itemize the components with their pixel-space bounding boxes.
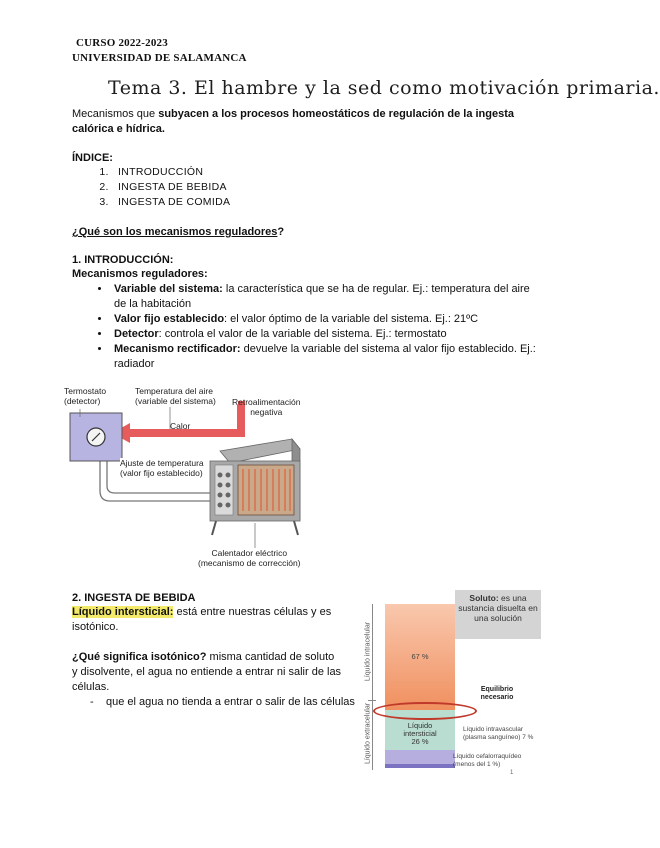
interstitial-text: está entre nuestras células y es isotónico. (72, 606, 332, 633)
intro-paragraph (72, 107, 532, 137)
cerebrospinal-segment (385, 764, 455, 768)
heater-top (220, 439, 300, 463)
thermostat-diagram (60, 383, 350, 573)
index-heading: ÍNDICE: (72, 152, 113, 164)
solute-callout: Soluto: es una sustancia disuelta en una solución (455, 590, 541, 639)
course-label: CURSO 2022-2023 (76, 37, 168, 49)
section1-subheading: Mecanismos reguladores: (72, 268, 208, 280)
heat-label: Calor (170, 421, 191, 431)
intravascular-segment (385, 750, 455, 764)
index-item: 2. INGESTA DE BEBIDA (112, 180, 412, 195)
figure-page-mark: 1 (510, 770, 514, 776)
intro-prefix: Mecanismos que (72, 108, 159, 120)
equilibrium-label: Equilibrio necesario (480, 686, 514, 701)
isotonic-question: ¿Qué significa isotónico? (72, 651, 207, 663)
cerebrospinal-label: Líquido cefalorraquídeo (menos del 1 %) (453, 753, 522, 768)
fluid-axis (372, 604, 373, 770)
intro-bold: subyacen a los procesos homeostáticos de regulación de la ingesta calórica e hídrica. (72, 108, 514, 135)
adjust-label: Ajuste de temperatura (valor fijo establecido) (120, 458, 204, 478)
equilibrium-ring (373, 702, 477, 720)
thermostat-figure (60, 383, 350, 573)
isotonic-paragraph (72, 650, 342, 695)
intracellular-percent: 67 % (411, 652, 429, 661)
fluid-figure (355, 590, 545, 785)
interstitial-term: Líquido intersticial: (72, 606, 174, 618)
thermostat-label: Termostato (detector) (64, 386, 107, 406)
heater-label: Calentador eléctrico (mecanismo de corrección) (198, 548, 301, 568)
axis-label-extracellular: Líquido extracelular (364, 702, 372, 765)
list-item: - que el agua no tienda a entrar o salir de las células (90, 695, 370, 710)
section2-heading: 2. INGESTA DE BEBIDA (72, 592, 196, 604)
section1-heading: 1. INTRODUCCIÓN: (72, 254, 174, 266)
list-item: • Variable del sistema: la característica que se ha de regular. Ej.: temperatura del aire de la habitación (111, 282, 536, 312)
intravascular-label: Líquido intravascular (plasma sanguíneo) 7 % (463, 726, 534, 741)
axis-label-intracellular: Líquido intracelular (364, 621, 372, 682)
question-text: ¿Qué son los mecanismos reguladores (72, 226, 278, 238)
list-item: • Mecanismo rectificador: devuelve la variable del sistema al valor fijo establecido. Ej.: radiador (111, 342, 536, 372)
index-item: 1. INTRODUCCIÓN (112, 165, 412, 180)
university-label: UNIVERSIDAD DE SALAMANCA (72, 52, 247, 64)
regulator-list (92, 282, 536, 372)
isotonic-answer: misma cantidad de soluto y disolvente, el agua no entiende a entrar ni salir de las células. (72, 651, 342, 693)
question-mark: ? (277, 226, 285, 238)
index-item: 3. INGESTA DE COMIDA (112, 195, 412, 210)
interstitial-paragraph (72, 605, 342, 635)
feedback-label: Retroalimentación negativa (232, 397, 301, 417)
isotonic-list (72, 695, 370, 710)
list-item: • Detector: controla el valor de la variable del sistema. Ej.: termostato (111, 327, 536, 342)
air-temp-label: Temperatura del aire (variable del sistema) (135, 386, 216, 406)
index-list (92, 165, 412, 210)
interstitial-label: Líquido intersticial 26 % (403, 721, 437, 746)
heater-control-panel (215, 465, 233, 515)
question-heading (72, 225, 284, 240)
page-title: Tema 3. El hambre y la sed como motivación primaria. (108, 77, 660, 99)
list-item: • Valor fijo establecido: el valor óptimo de la variable del sistema. Ej.: 21ºC (111, 312, 536, 327)
